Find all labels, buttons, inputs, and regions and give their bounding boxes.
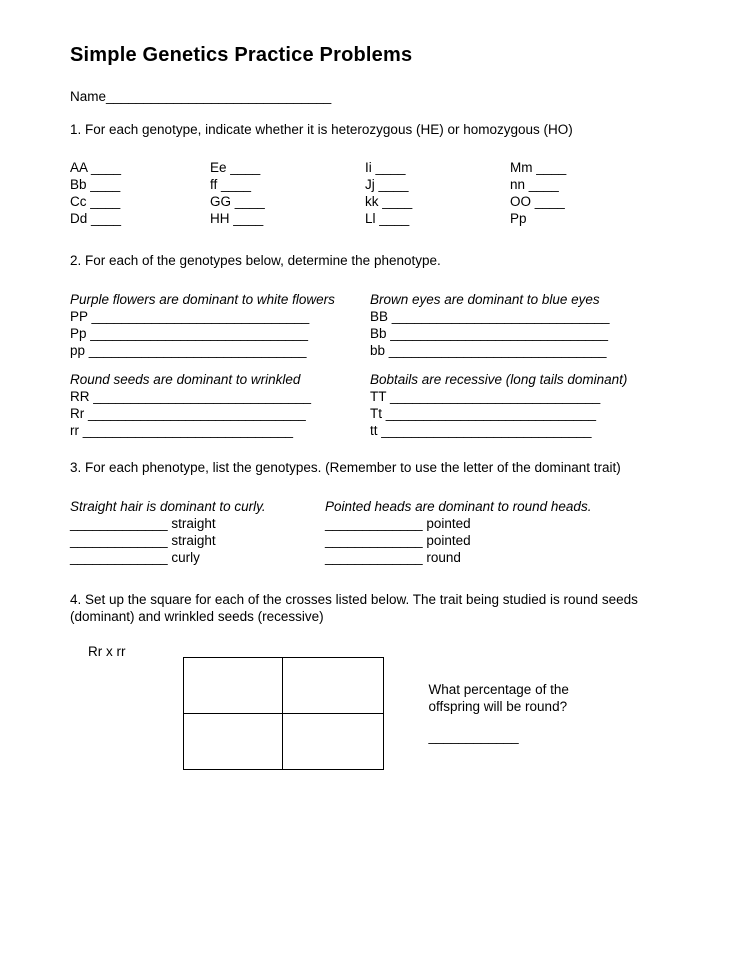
q1-genotype-grid (70, 159, 694, 227)
genotype-item: Mm ____ (510, 160, 567, 175)
genotype-item: HH ____ (210, 211, 264, 226)
phenotype-row: Bb _____________________________ (370, 326, 608, 341)
phenotype-row: Tt ____________________________ (370, 406, 596, 421)
genotype-blank-row: _____________ round (325, 550, 461, 565)
genotype-blank-row: _____________ pointed (325, 516, 471, 531)
q2-block-round-seeds (70, 371, 370, 439)
trait-heading: Straight hair is dominant to curly. (70, 499, 266, 514)
genotype-blank-row: _____________ straight (70, 533, 216, 548)
q1-column-1 (70, 159, 210, 227)
q2-block-brown-eyes (370, 291, 694, 359)
genotype-item: OO ____ (510, 194, 565, 209)
genotype-item: Dd ____ (70, 211, 122, 226)
punnett-cell (283, 714, 383, 770)
phenotype-row: bb _____________________________ (370, 343, 607, 358)
question-1-prompt: 1. For each genotype, indicate whether it is heterozygous (HE) or homozygous (HO) (70, 122, 573, 137)
phenotype-row: rr ____________________________ (70, 423, 293, 438)
q3-genotype-grid (70, 498, 694, 566)
phenotype-row: tt ____________________________ (370, 423, 592, 438)
page-title: Simple Genetics Practice Problems (70, 44, 413, 66)
genotype-item: kk ____ (365, 194, 413, 209)
punnett-square (183, 657, 384, 770)
genotype-blank-row: _____________ curly (70, 550, 200, 565)
trait-heading: Brown eyes are dominant to blue eyes (370, 292, 600, 307)
q4-answer-blank: ____________ (428, 729, 519, 744)
q1-column-2 (210, 159, 365, 227)
question-3-prompt: 3. For each phenotype, list the genotypes. (Remember to use the letter of the dominant trait) (70, 460, 621, 475)
genotype-item: Ii ____ (365, 160, 406, 175)
phenotype-row: TT ____________________________ (370, 389, 601, 404)
genotype-item: Cc ____ (70, 194, 121, 209)
q4-question-text: What percentage of the offspring will be round? (428, 682, 569, 714)
genotype-blank-row: _____________ pointed (325, 533, 471, 548)
punnett-cell (184, 658, 284, 714)
q3-block-straight-hair (70, 498, 325, 566)
q2-block-purple-flowers (70, 291, 370, 359)
punnett-cell (184, 714, 284, 770)
q3-block-pointed-heads (325, 498, 694, 566)
question-4-prompt: 4. Set up the square for each of the crosses listed below. The trait being studied is round seeds (dominant) and wrinkled seeds (recessive) (70, 592, 638, 624)
genotype-item: GG ____ (210, 194, 265, 209)
trait-heading: Pointed heads are dominant to round heads. (325, 499, 592, 514)
phenotype-row: Rr _____________________________ (70, 406, 306, 421)
trait-heading: Bobtails are recessive (long tails dominant) (370, 372, 628, 387)
genotype-item: AA ____ (70, 160, 122, 175)
question-2-prompt: 2. For each of the genotypes below, determine the phenotype. (70, 253, 441, 268)
genotype-item: Ll ____ (365, 211, 410, 226)
genotype-item: Ee ____ (210, 160, 261, 175)
genotype-item: Bb ____ (70, 177, 121, 192)
q1-column-3 (365, 159, 510, 227)
q4-punnett-section (70, 643, 694, 770)
trait-heading: Purple flowers are dominant to white flowers (70, 292, 335, 307)
phenotype-row: Pp _____________________________ (70, 326, 308, 341)
genotype-item: Jj ____ (365, 177, 409, 192)
q1-column-4 (510, 159, 566, 227)
cross-label: Rr x rr (88, 644, 126, 659)
phenotype-row: PP _____________________________ (70, 309, 310, 324)
phenotype-row: BB _____________________________ (370, 309, 610, 324)
genotype-item: ff ____ (210, 177, 252, 192)
genotype-blank-row: _____________ straight (70, 516, 216, 531)
q2-phenotype-grid (70, 291, 694, 439)
q4-question-block (429, 682, 599, 745)
q2-block-bobtails (370, 371, 694, 439)
genotype-item: Pp (510, 211, 527, 226)
trait-heading: Round seeds are dominant to wrinkled (70, 372, 301, 387)
name-field-line: Name______________________________ (70, 89, 332, 104)
phenotype-row: RR _____________________________ (70, 389, 311, 404)
punnett-cell (283, 658, 383, 714)
genotype-item: nn ____ (510, 177, 559, 192)
phenotype-row: pp _____________________________ (70, 343, 307, 358)
